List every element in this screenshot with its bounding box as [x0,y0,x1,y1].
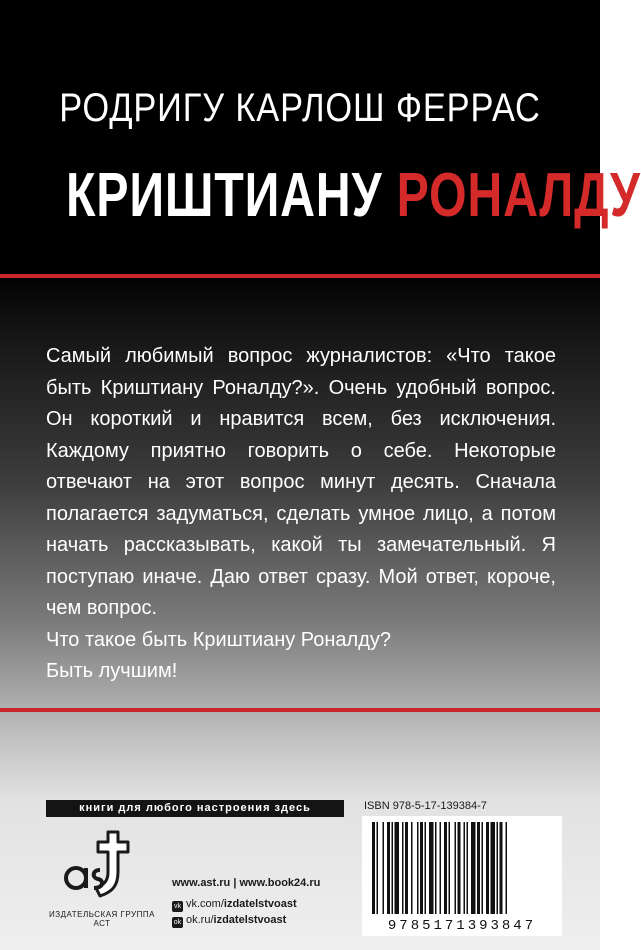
barcode-bar [435,822,437,914]
blurb-text [46,341,556,688]
barcode-digits: 9785171393847 [387,918,537,934]
book-title-first-word: КРИШТИАНУ [66,161,383,230]
top-red-divider [0,274,600,278]
barcode-bar [429,822,434,914]
barcode-bar [425,822,427,914]
vk-link [172,898,297,912]
blurb-paragraph-3: Быть лучшим! [46,660,178,682]
book-title [66,160,641,231]
publisher-imprint: ИЗДАТЕЛЬСКАЯ ГРУППА АСТ [49,910,155,928]
barcode-bar [449,822,451,914]
barcode-bar [500,822,503,914]
vk-handle: izdatelstvoast [223,898,297,910]
barcode-bar [372,822,375,914]
barcode-bar [405,822,408,914]
barcode-bar [411,822,413,914]
barcode-bar [458,822,461,914]
vk-prefix: vk.com/ [186,898,224,910]
publisher-websites: www.ast.ru | www.book24.ru [172,877,321,889]
barcode-bar [455,822,457,914]
barcode-bar [377,822,379,914]
barcode-bar [395,822,400,914]
barcode-bar [486,822,489,914]
barcode-bar [417,822,419,914]
barcode-bar [464,822,466,914]
bottom-red-divider [0,708,600,712]
barcode-bar [392,822,394,914]
ast-logo-icon [56,826,136,906]
barcode-bar [467,822,469,914]
barcode-bar [383,822,385,914]
vk-icon: vk [174,903,181,910]
ok-prefix: ok.ru/ [186,914,214,926]
blurb-paragraph-1: Самый любимый вопрос журналистов: «Что такое быть Криштиану Роналду?». Очень удобный вопрос. Он короткий и нравится всем, без исключения. Каждому приятно говорить о себе. Некоторые отвечают на этот вопрос минут десять. Сначала полагается задуматься, сделать умное лицо, а потом начать рассказывать, какой ты замечательный. Я поступаю иначе. Даю ответ сразу. Мой ответ, короче, чем вопрос. [46,345,556,619]
barcode-bar [402,822,404,914]
barcode-bar [497,822,499,914]
barcode-bar [482,822,484,914]
barcode-bar [387,822,390,914]
barcode-panel [362,816,562,936]
barcode-bar [440,822,442,914]
isbn-number: ISBN 978-5-17-139384-7 [364,800,487,812]
ok-icon: ok [173,919,182,926]
barcode-bar [491,822,496,914]
barcode-icon [372,822,552,918]
ok-link [172,914,286,928]
barcode-bar [420,822,423,914]
barcode-bar [477,822,480,914]
barcode-bar [471,822,476,914]
book-title-second-word: РОНАЛДУ [396,161,641,230]
ok-handle: izdatelstvoast [213,914,287,926]
barcode-bar [444,822,447,914]
blurb-paragraph-2: Что такое быть Криштиану Роналду? [46,628,392,651]
barcode-bar [506,822,508,914]
publisher-slogan-banner: книги для любого настроения здесь [46,800,344,817]
author-name: РОДРИГУ КАРЛОШ ФЕРРАС [59,86,541,130]
